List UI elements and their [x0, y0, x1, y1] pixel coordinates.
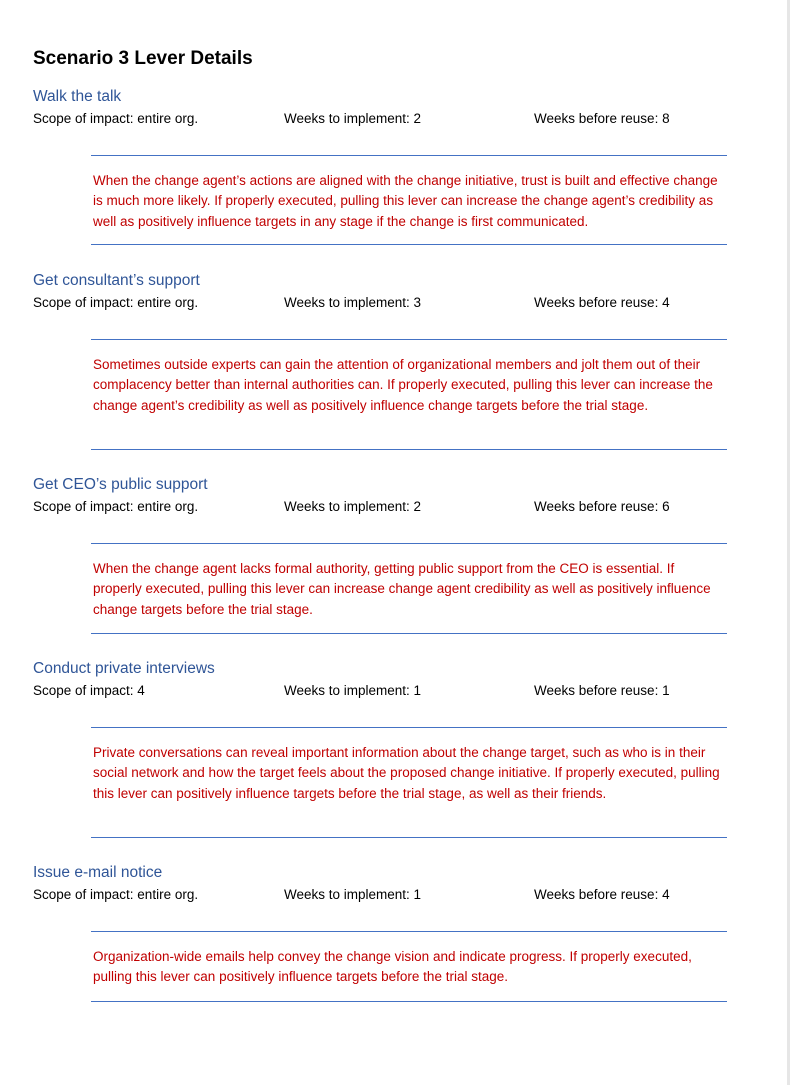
lever-description: Organization-wide emails help convey the change vision and indicate progress. If properly executed, pulling this lever can positively influence targets before the trial stage. — [93, 949, 692, 985]
scope-of-impact: Scope of impact: 4 — [33, 683, 145, 698]
lever-description: Private conversations can reveal important information about the change target, such as who is in their social network and how the target feels about the proposed change initiative. If properly executed, pulling this lever can positively influence targets before the trial stage, as well as their friends. — [93, 745, 720, 801]
lever-name: Walk the talk — [33, 88, 122, 105]
scope-of-impact: Scope of impact: entire org. — [33, 295, 199, 310]
weeks-to-implement: Weeks to implement: 2 — [284, 499, 422, 514]
weeks-before-reuse: Weeks before reuse: 4 — [534, 887, 670, 902]
weeks-before-reuse: Weeks before reuse: 8 — [534, 111, 670, 126]
lever-description: When the change agent’s actions are aligned with the change initiative, trust is built and effective change is much more likely. If properly executed, pulling this lever can increase the change agent’s credibility as well as positively influence targets in any stage if the change is first communicated. — [93, 173, 718, 229]
lever-description-box — [91, 339, 727, 450]
lever-description: When the change agent lacks formal authority, getting public support from the CEO is essential. If properly executed, pulling this lever can increase change agent credibility as well as positively influence change targets before the trial stage. — [93, 561, 711, 617]
page-title: Scenario 3 Lever Details — [33, 48, 253, 69]
weeks-to-implement: Weeks to implement: 1 — [284, 683, 422, 698]
lever-description-box — [91, 543, 727, 634]
weeks-to-implement: Weeks to implement: 2 — [284, 111, 422, 126]
weeks-before-reuse: Weeks before reuse: 1 — [534, 683, 670, 698]
lever-name: Conduct private interviews — [33, 660, 215, 677]
scope-of-impact: Scope of impact: entire org. — [33, 887, 199, 902]
lever-description-box — [91, 155, 727, 245]
scope-of-impact: Scope of impact: entire org. — [33, 499, 199, 514]
scope-of-impact: Scope of impact: entire org. — [33, 111, 199, 126]
weeks-before-reuse: Weeks before reuse: 6 — [534, 499, 670, 514]
lever-description-box — [91, 727, 727, 838]
lever-name: Issue e-mail notice — [33, 864, 163, 881]
lever-description-box — [91, 931, 727, 1002]
lever-name: Get consultant’s support — [33, 272, 200, 289]
weeks-before-reuse: Weeks before reuse: 4 — [534, 295, 670, 310]
lever-name: Get CEO’s public support — [33, 476, 208, 493]
lever-description: Sometimes outside experts can gain the attention of organizational members and jolt them out of their complacency better than internal authorities can. If properly executed, pulling this lever can increase the change agent’s credibility as well as positively influence change targets before the trial stage. — [93, 357, 713, 413]
weeks-to-implement: Weeks to implement: 1 — [284, 887, 422, 902]
weeks-to-implement: Weeks to implement: 3 — [284, 295, 422, 310]
